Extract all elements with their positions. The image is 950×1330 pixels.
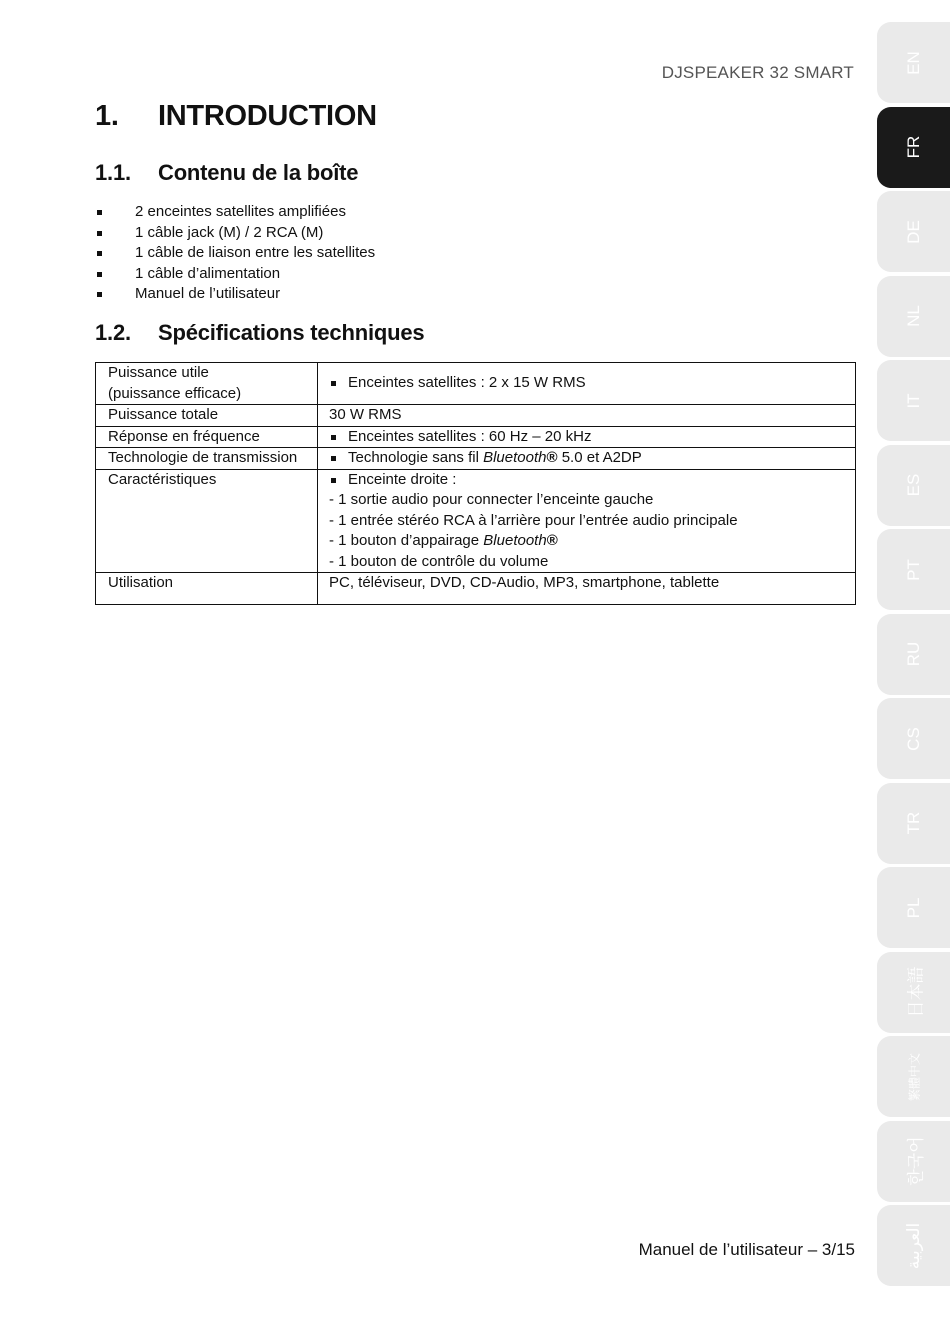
- language-tab-zh[interactable]: [877, 1036, 950, 1117]
- feature-line: - 1 bouton de contrôle du volume: [329, 552, 549, 570]
- language-tab-es[interactable]: [877, 445, 950, 526]
- feature-line: - 1 sortie audio pour connecter l’enceinte gauche: [329, 491, 654, 508]
- language-tab-label: FR: [903, 135, 923, 159]
- language-tab-label: NL: [903, 305, 923, 327]
- value-text: Technologie sans fil: [348, 449, 484, 466]
- table-row: [96, 573, 856, 605]
- language-tab-label: 한국어: [906, 1136, 925, 1186]
- language-tab-label: RU: [903, 641, 923, 667]
- language-tab-label: CS: [903, 726, 923, 751]
- list-item: 1 câble d’alimentation: [95, 264, 375, 285]
- language-tab-de[interactable]: [877, 191, 950, 272]
- language-tab-label: TR: [903, 811, 923, 835]
- brand-text: Bluetooth: [483, 532, 547, 549]
- spec-value: PC, téléviseur, DVD, CD-Audio, MP3, smartphone, tablette: [318, 573, 856, 605]
- value-text: - 1 bouton d’appairage: [329, 532, 484, 549]
- table-row: [96, 426, 856, 448]
- spec-value: [318, 448, 856, 470]
- section-number: 1.: [95, 100, 119, 132]
- spec-label: Réponse en fréquence: [96, 426, 318, 448]
- value-text: 5.0 et A2DP: [557, 449, 642, 466]
- section-1-heading: [95, 100, 377, 133]
- spec-value-bullet: Enceintes satellites : 2 x 15 W RMS: [329, 373, 586, 394]
- table-row: [96, 405, 856, 427]
- language-tab-fr[interactable]: [877, 107, 950, 188]
- spec-label: Technologie de transmission: [96, 448, 318, 470]
- feature-line: - 1 entrée stéréo RCA à l’arrière pour l’entrée audio principale: [329, 511, 738, 529]
- spec-label-line: Puissance utile: [108, 364, 209, 381]
- language-tab-label: 日本語: [906, 966, 925, 1018]
- registered-mark: ®: [546, 449, 558, 466]
- language-tab-pl[interactable]: [877, 867, 950, 948]
- language-tab-ko[interactable]: [877, 1121, 950, 1202]
- language-tab-pt[interactable]: [877, 529, 950, 610]
- section-title: Contenu de la boîte: [158, 160, 359, 185]
- section-number: 1.1.: [95, 160, 131, 185]
- language-tab-tr[interactable]: [877, 783, 950, 864]
- table-row: [96, 363, 856, 405]
- specs-table: [95, 362, 856, 605]
- language-tab-ar[interactable]: [877, 1205, 950, 1286]
- language-tab-en[interactable]: [877, 22, 950, 103]
- spec-value: 30 W RMS: [318, 405, 856, 427]
- spec-label-line: (puissance efficace): [108, 384, 242, 402]
- language-tab-label: PL: [903, 897, 923, 918]
- language-tab-cs[interactable]: [877, 698, 950, 779]
- spec-label: Caractéristiques: [96, 469, 318, 573]
- language-tab-it[interactable]: [877, 360, 950, 441]
- language-tab-ja[interactable]: [877, 952, 950, 1033]
- language-tab-label: ES: [903, 473, 923, 497]
- language-tab-label: EN: [903, 50, 923, 75]
- list-item: Manuel de l’utilisateur: [95, 284, 375, 305]
- language-tabs: [877, 22, 950, 1290]
- box-contents-list: [95, 202, 375, 305]
- language-tab-label: 繁體中文: [907, 1052, 921, 1101]
- list-item: 1 câble jack (M) / 2 RCA (M): [95, 223, 375, 244]
- section-title: INTRODUCTION: [158, 100, 377, 132]
- section-title: Spécifications techniques: [158, 320, 425, 345]
- page-footer: Manuel de l’utilisateur – 3/15: [638, 1240, 855, 1259]
- list-item: 1 câble de liaison entre les satellites: [95, 243, 375, 264]
- spec-label: Puissance totale: [96, 405, 318, 427]
- section-1-2-heading: [95, 320, 424, 346]
- language-tab-nl[interactable]: [877, 276, 950, 357]
- language-tab-label: PT: [903, 558, 923, 581]
- spec-value: [318, 363, 856, 405]
- feature-line: [329, 531, 843, 552]
- section-number: 1.2.: [95, 320, 131, 345]
- table-row: [96, 448, 856, 470]
- spec-value: [318, 469, 856, 573]
- list-item: 2 enceintes satellites amplifiées: [95, 202, 375, 223]
- language-tab-label: العربية: [903, 1222, 923, 1269]
- language-tab-label: DE: [903, 219, 923, 244]
- spec-value-bullet: Enceinte droite :: [329, 470, 843, 491]
- language-tab-ru[interactable]: [877, 614, 950, 695]
- spec-label: [96, 363, 318, 405]
- language-tab-label: IT: [903, 392, 923, 409]
- spec-value-bullet: Enceintes satellites : 60 Hz – 20 kHz: [329, 427, 843, 448]
- product-header: DJSPEAKER 32 SMART: [661, 63, 854, 82]
- brand-text: Bluetooth: [483, 449, 547, 466]
- spec-value: [318, 426, 856, 448]
- table-row: [96, 469, 856, 573]
- spec-label: Utilisation: [96, 573, 318, 605]
- registered-mark: ®: [546, 532, 558, 549]
- spec-value-bullet: [329, 448, 843, 469]
- section-1-1-heading: [95, 160, 358, 186]
